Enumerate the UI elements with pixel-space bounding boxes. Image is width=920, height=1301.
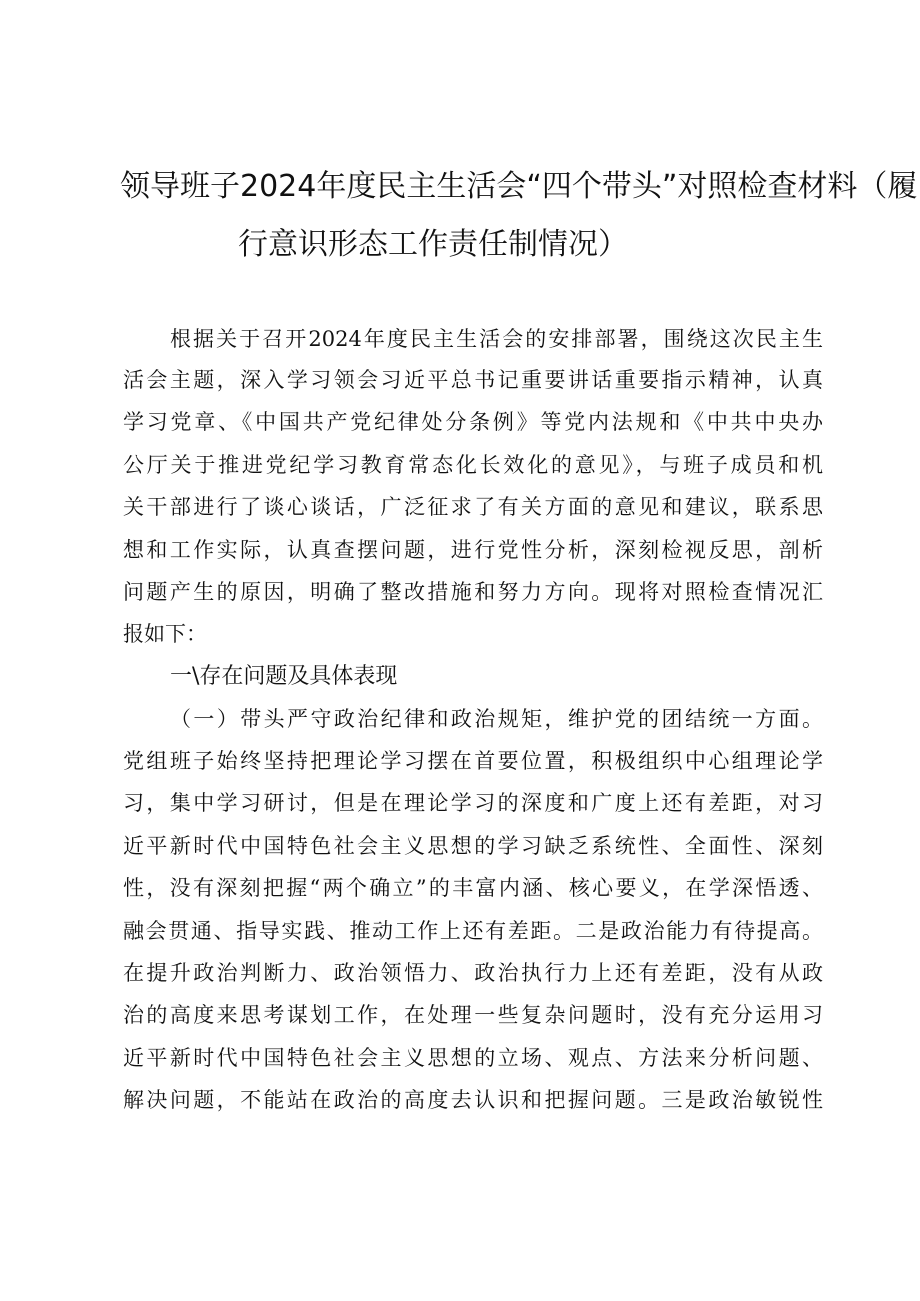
- intro-line: 报如下：: [123, 622, 207, 646]
- body-line: 融会贯通、指导实践、推动工作上还有差距。二是政治能力有待提高。: [123, 919, 823, 943]
- body-line: 习，集中学习研讨，但是在理论学习的深度和广度上还有差距，对习: [123, 791, 823, 815]
- document-title-line-2: 行意识形态工作责任制情况）: [238, 227, 628, 262]
- body-line: （一）带头严守政治纪律和政治规矩，维护党的团结统一方面。: [170, 707, 823, 731]
- body-line: 近平新时代中国特色社会主义思想的学习缺乏系统性、全面性、深刻: [123, 834, 823, 858]
- intro-line: 学习党章、《中国共产党纪律处分条例》等党内法规和《中共中央办: [123, 410, 823, 434]
- body-line: 在提升政治判断力、政治领悟力、政治执行力上还有差距，没有从政: [123, 961, 823, 985]
- body-line: 近平新时代中国特色社会主义思想的立场、观点、方法来分析问题、: [123, 1046, 823, 1070]
- intro-line: 想和工作实际，认真查摆问题，进行党性分析，深刻检视反思，剖析: [123, 538, 823, 562]
- body-line: 性，没有深刻把握“两个确立”的丰富内涵、核心要义，在学深悟透、: [123, 876, 823, 900]
- intro-line: 根据关于召开2024年度民主生活会的安排部署，围绕这次民主生: [170, 327, 823, 351]
- body-line: 解决问题，不能站在政治的高度去认识和把握问题。三是政治敏锐性: [123, 1088, 823, 1112]
- body-line: 党组班子始终坚持把理论学习摆在首要位置，积极组织中心组理论学: [123, 749, 823, 773]
- document-title-line-1: 领导班子2024年度民主生活会“四个带头”对照检查材料（履: [120, 169, 918, 204]
- section-heading: 一\存在问题及具体表现: [170, 664, 398, 689]
- intro-line: 活会主题，深入学习领会习近平总书记重要讲话重要指示精神，认真: [123, 368, 823, 392]
- intro-line: 关干部进行了谈心谈话，广泛征求了有关方面的意见和建议，联系思: [123, 495, 823, 519]
- body-line: 治的高度来思考谋划工作，在处理一些复杂问题时，没有充分运用习: [123, 1003, 823, 1027]
- intro-line: 公厅关于推进党纪学习教育常态化长效化的意见》，与班子成员和机: [123, 453, 823, 477]
- intro-line: 问题产生的原因，明确了整改措施和努力方向。现将对照检查情况汇: [123, 580, 823, 604]
